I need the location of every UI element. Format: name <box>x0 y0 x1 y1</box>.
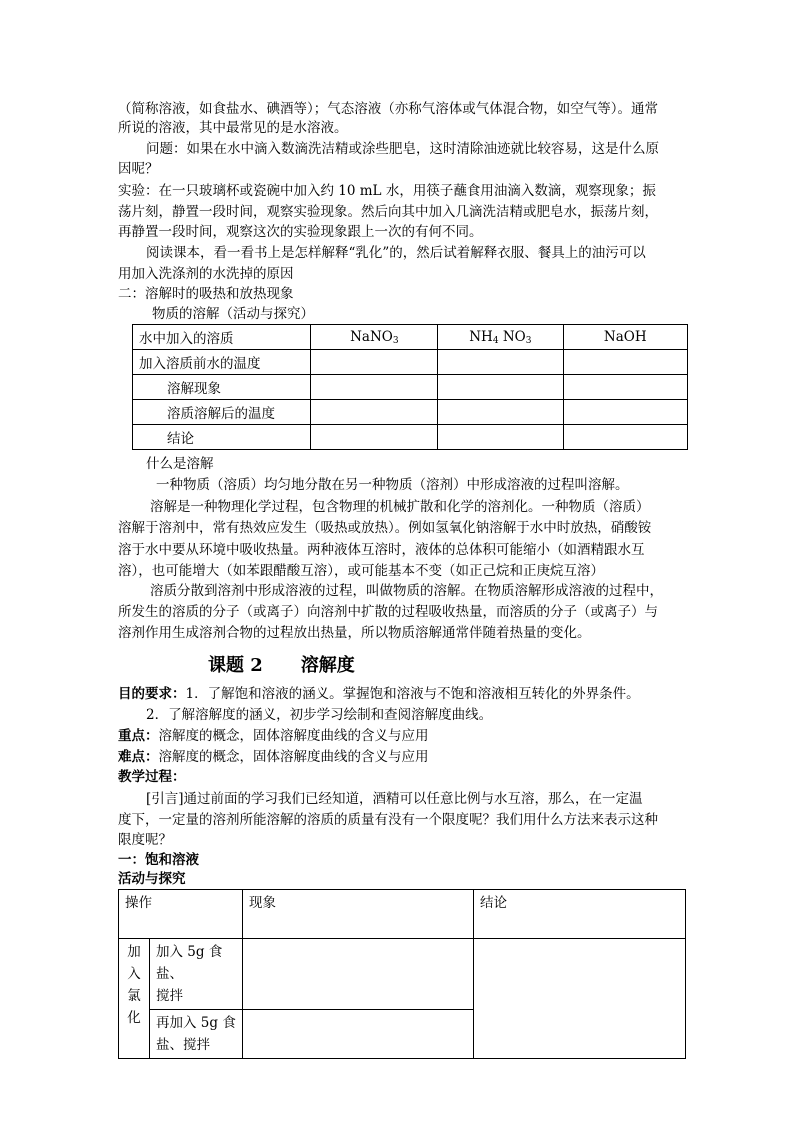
goal-line: 目的要求：1．了解饱和溶液的涵义。掌握饱和溶液与不饱和溶液相互转化的外界条件。 <box>118 686 640 702</box>
paragraph-line: 溶），也可能增大（如苯跟醋酸互溶），或可能基本不变（如正己烷和正庚烷互溶） <box>118 563 604 579</box>
table-row <box>119 939 686 1010</box>
paragraph-line: 一种物质（溶质）均匀地分散在另一种物质（溶剂）中形成溶液的过程叫溶解。 <box>156 477 629 493</box>
header-cell: 现象 <box>243 890 474 939</box>
section-heading: 一：饱和溶液 <box>118 852 199 868</box>
paragraph-line: 溶于水中要从环境中吸收热量。两种液体互溶时，液体的总体积可能缩小（如酒精跟水互 <box>118 542 645 558</box>
key-point-line: 重点：溶解度的概念，固体溶解度曲线的含义与应用 <box>118 728 429 744</box>
experiment-line: 荡片刻，静置一段时间，观察实验现象。然后向其中加入几滴洗洁精或肥皂水，振荡片刻， <box>118 204 658 220</box>
reading-line: 用加入洗涤剂的水洗掉的原因 <box>118 266 294 282</box>
table-row <box>133 425 688 450</box>
paragraph-line: 所发生的溶质的分子（或离子）向溶剂中扩散的过程吸收热量，而溶质的分子（或离子）与 <box>118 604 658 620</box>
header-cell-naoh: NaOH <box>563 325 688 350</box>
row-label: 溶解现象 <box>133 375 311 400</box>
section-heading: 二：溶解时的吸热和放热现象 <box>118 286 294 302</box>
table-cell <box>243 1010 474 1059</box>
table-cell <box>438 375 563 400</box>
question-line: 问题：如果在水中滴入数滴洗洁精或涂些肥皂，这时清除油迹就比较容易，这是什么原 <box>146 141 659 157</box>
table-row <box>133 350 688 375</box>
experiment-line: 实验：在一只玻璃杯或瓷碗中加入约 10 mL 水，用筷子蘸食用油滴入数滴，观察现象；振 <box>118 183 656 199</box>
vertical-label-cell: 加 入 氯 化 <box>119 939 150 1059</box>
table-cell <box>311 375 438 400</box>
row-label: 加入溶质前水的温度 <box>133 350 311 375</box>
difficulty-line: 难点：溶解度的概念，固体溶解度曲线的含义与应用 <box>118 749 429 765</box>
operation-cell: 再加入 5g 食 盐、搅拌 <box>150 1010 243 1059</box>
operation-cell: 加入 5g 食盐、 搅拌 <box>150 939 243 1010</box>
paragraph-line: 溶质分散到溶剂中形成溶液的过程，叫做物质的溶解。在物质溶解形成溶液的过程中， <box>150 583 663 599</box>
experiment-line: 再静置一段时间，观察这次的实验现象跟上一次的有何不同。 <box>118 224 483 240</box>
lesson-title: 课题 2 溶解度 <box>208 655 355 676</box>
table-cell <box>438 400 563 425</box>
intro-line: [引言]通过前面的学习我们已经知道，酒精可以任意比例与水互溶，那么，在一定温 <box>146 791 643 807</box>
table-cell <box>563 425 688 450</box>
table-header-row <box>133 325 688 350</box>
table-cell <box>563 350 688 375</box>
table-row <box>133 400 688 425</box>
table-cell <box>438 425 563 450</box>
table-cell <box>311 425 438 450</box>
table-cell <box>563 400 688 425</box>
paragraph-line: 什么是溶解 <box>146 456 214 472</box>
table-cell <box>474 939 686 1059</box>
header-cell: 操作 <box>119 890 243 939</box>
paragraph-line: （简称溶液，如食盐水、碘酒等）；气态溶液（亦称气溶体或气体混合物，如空气等）。通常 <box>118 101 658 117</box>
header-cell: 结论 <box>474 890 686 939</box>
reading-line: 阅读课本，看一看书上是怎样解释“乳化”的，然后试着解释衣服、餐具上的油污可以 <box>146 245 646 261</box>
goal-line: 2．了解溶解度的涵义，初步学习绘制和查阅溶解度曲线。 <box>146 707 493 723</box>
intro-line: 度下，一定量的溶剂所能溶解的溶质的质量有没有一个限度呢？我们用什么方法来表示这种 <box>118 812 658 828</box>
paragraph-line: 溶剂作用生成溶剂合物的过程放出热量，所以物质溶解通常伴随着热量的变化。 <box>118 625 591 641</box>
activity-heading: 活动与探究 <box>118 871 186 887</box>
table-header-row <box>119 890 686 939</box>
saturation-table <box>118 889 686 1059</box>
intro-line: 限度呢？ <box>118 832 172 848</box>
paragraph-line: 溶解于溶剂中，常有热效应发生（吸热或放热）。例如氢氧化钠溶解于水中时放热，硝酸铵 <box>118 520 652 536</box>
activity-heading: 物质的溶解（活动与探究） <box>152 306 314 322</box>
table-cell <box>311 350 438 375</box>
header-cell-nano3: NaNO$_3$ <box>311 325 438 350</box>
table-cell <box>311 400 438 425</box>
paragraph-line: 所说的溶液，其中最常见的是水溶液。 <box>118 120 348 136</box>
table-cell <box>438 350 563 375</box>
header-cell-nh4no3: $NH_4$ $NO_3$ <box>438 325 563 350</box>
table-row <box>133 375 688 400</box>
table-cell <box>563 375 688 400</box>
process-heading: 教学过程： <box>118 769 186 785</box>
paragraph-line: 溶解是一种物理化学过程，包含物理的机械扩散和化学的溶剂化。一种物质（溶质） <box>150 499 650 515</box>
header-cell: 水中加入的溶质 <box>133 325 311 350</box>
row-label: 溶质溶解后的温度 <box>133 400 311 425</box>
row-label: 结论 <box>133 425 311 450</box>
table-cell <box>243 939 474 1010</box>
dissolution-table <box>132 324 688 450</box>
question-line: 因呢？ <box>118 161 159 177</box>
